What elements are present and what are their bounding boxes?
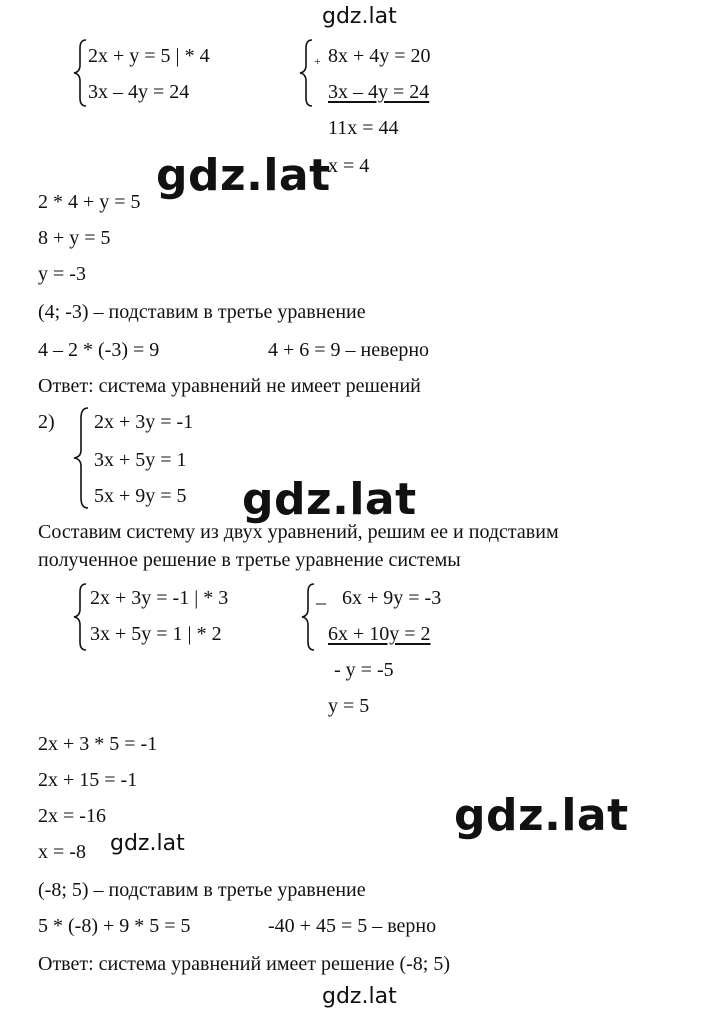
watermark-text: gdz.lat: [242, 474, 417, 525]
equation: 11x = 44: [328, 117, 399, 139]
watermark-text: gdz.lat: [454, 790, 629, 841]
difference-operator: _: [316, 585, 326, 607]
equation: 2x + y = 5 | * 4: [88, 45, 210, 67]
watermark-text: gdz.lat: [156, 150, 331, 201]
equation: 2 * 4 + y = 5: [38, 191, 141, 213]
system-brace-icon: [300, 582, 316, 652]
equation: 4 + 6 = 9 – неверно: [268, 339, 430, 361]
equation: 8 + y = 5: [38, 227, 111, 249]
equation: x = 4: [328, 155, 370, 177]
equation: y = 5: [328, 695, 370, 717]
system-brace-icon: [72, 38, 88, 108]
equation-underlined: 6x + 10y = 2: [328, 623, 431, 645]
equation: 2x = -16: [38, 805, 106, 827]
equation-underlined: 3x – 4y = 24: [328, 81, 430, 103]
system-brace-icon: [72, 582, 88, 652]
equation: 2x + 3y = -1 | * 3: [90, 587, 229, 609]
text-line: (4; -3) – подставим в третье уравнение: [38, 301, 366, 323]
equation: -40 + 45 = 5 – верно: [268, 915, 437, 937]
text-line: полученное решение в третье уравнение системы: [38, 549, 461, 571]
equation: 5 * (-8) + 9 * 5 = 5: [38, 915, 191, 937]
watermark-text: gdz.lat: [322, 4, 397, 29]
sum-operator: +: [314, 54, 321, 68]
equation: 3x – 4y = 24: [88, 81, 190, 103]
watermark-text: gdz.lat: [110, 831, 185, 856]
equation: 2x + 3y = -1: [94, 411, 194, 433]
equation: 2x + 15 = -1: [38, 769, 138, 791]
equation: 6x + 9y = -3: [342, 587, 442, 609]
equation: 5x + 9y = 5: [94, 485, 187, 507]
text-line: Составим систему из двух уравнений, решим ее и подставим: [38, 521, 559, 543]
equation: x = -8: [38, 841, 86, 863]
equation: 8x + 4y = 20: [328, 45, 431, 67]
equation: y = -3: [38, 263, 86, 285]
answer-text: Ответ: система уравнений имеет решение (-8; 5): [38, 953, 450, 975]
system-brace-icon: [298, 38, 314, 108]
equation: 3x + 5y = 1 | * 2: [90, 623, 222, 645]
answer-text: Ответ: система уравнений не имеет решений: [38, 375, 421, 397]
equation: 2x + 3 * 5 = -1: [38, 733, 158, 755]
watermark-text: gdz.lat: [322, 984, 397, 1009]
equation: 3x + 5y = 1: [94, 449, 187, 471]
system-brace-icon: [72, 406, 90, 510]
equation: 4 – 2 * (-3) = 9: [38, 339, 160, 361]
item-number: 2): [38, 411, 55, 433]
text-line: (-8; 5) – подставим в третье уравнение: [38, 879, 366, 901]
equation: - y = -5: [334, 659, 394, 681]
